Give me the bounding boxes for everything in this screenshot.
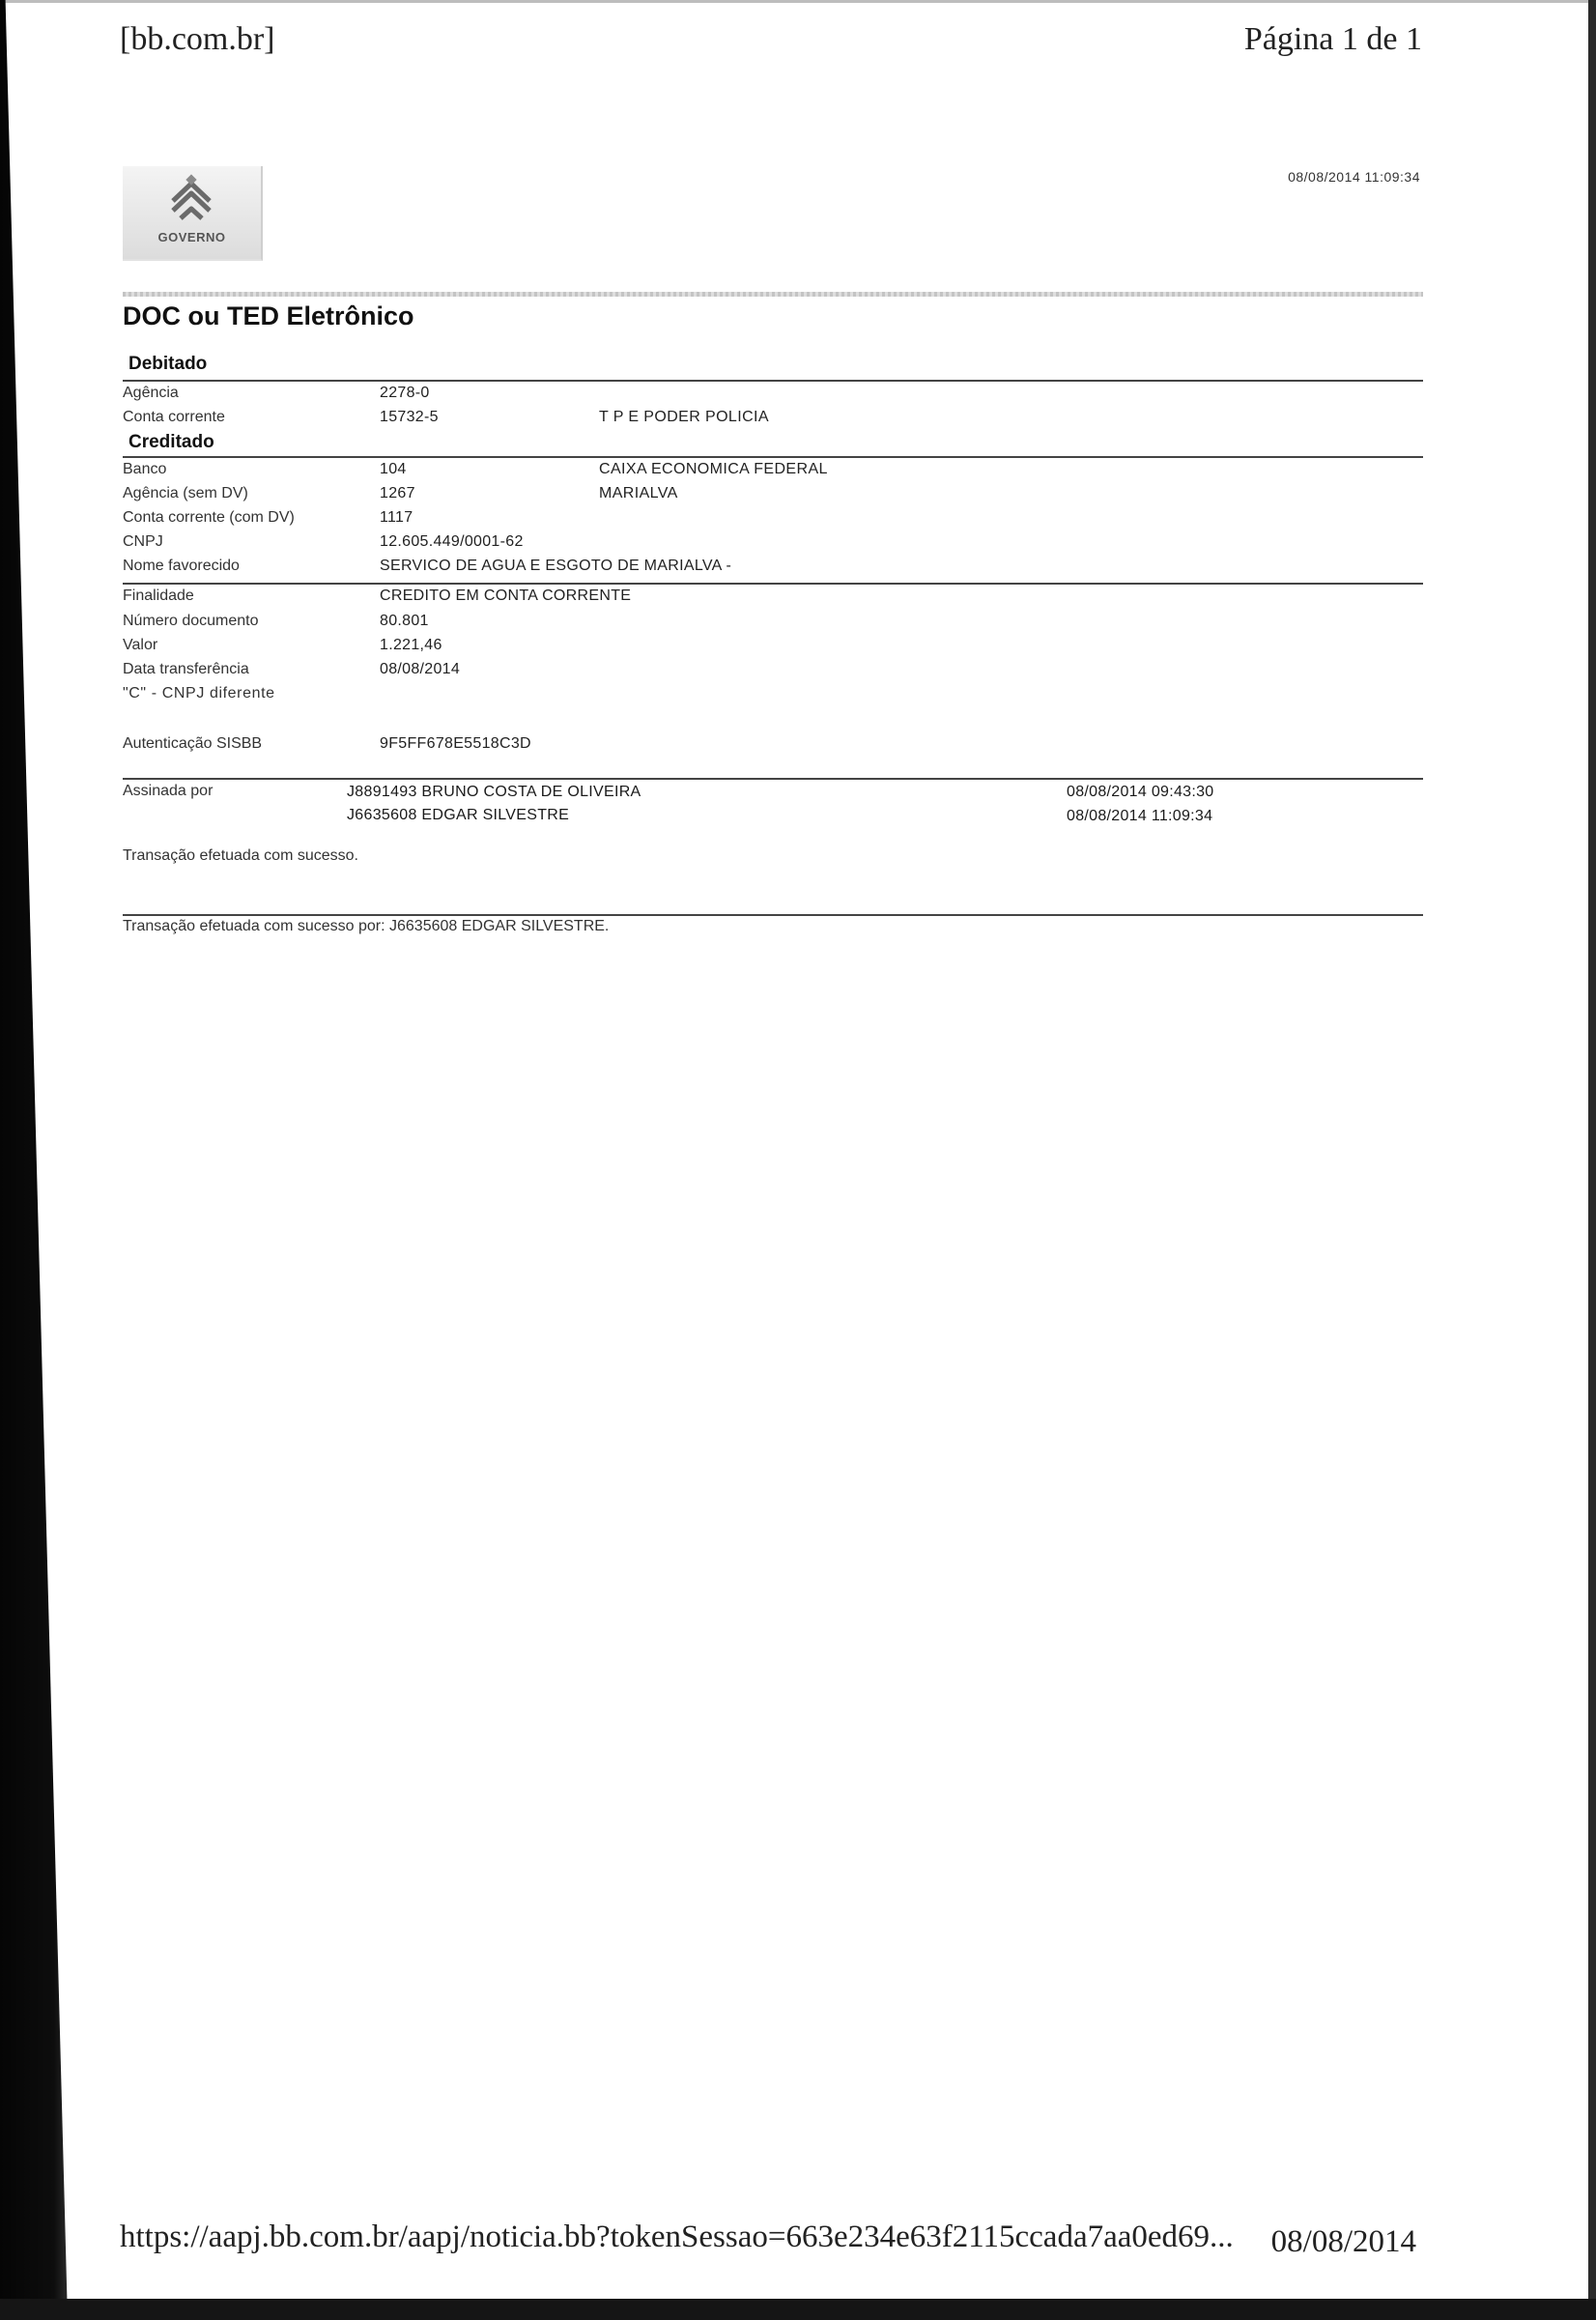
divider-details bbox=[123, 583, 1423, 585]
scan-top-edge bbox=[0, 0, 1596, 3]
report-timestamp: 08/08/2014 11:09:34 bbox=[1288, 169, 1420, 185]
label-valor: Valor bbox=[123, 637, 158, 653]
value-agencia-credito-name: MARIALVA bbox=[599, 485, 678, 501]
label-numero-documento: Número documento bbox=[123, 613, 259, 629]
print-header-page: Página 1 de 1 bbox=[1243, 21, 1422, 57]
banco-do-brasil-logo-icon bbox=[167, 172, 215, 226]
scan-left-edge bbox=[0, 0, 68, 2320]
logo-text: GOVERNO bbox=[157, 230, 226, 244]
value-data-transferencia: 08/08/2014 bbox=[380, 661, 461, 677]
signature-time-1: 08/08/2014 09:43:30 bbox=[1067, 784, 1214, 800]
page-title: DOC ou TED Eletrônico bbox=[123, 301, 414, 330]
scan-bottom-edge bbox=[0, 2299, 1596, 2320]
value-favorecido: SERVICO DE AGUA E ESGOTO DE MARIALVA - bbox=[380, 558, 732, 574]
label-finalidade: Finalidade bbox=[123, 587, 194, 604]
divider-signatures bbox=[123, 778, 1423, 780]
value-conta-debito-name: T P E PODER POLICIA bbox=[599, 409, 769, 425]
divider-creditado bbox=[123, 456, 1423, 458]
divider-footer bbox=[123, 914, 1423, 916]
label-agencia-debito: Agência bbox=[123, 385, 179, 401]
note-cnpj-diferente: "C" - CNPJ diferente bbox=[123, 685, 275, 702]
value-conta-credito: 1117 bbox=[380, 509, 413, 526]
signature-name-2: J6635608 EDGAR SILVESTRE bbox=[347, 807, 570, 823]
value-agencia-debito: 2278-0 bbox=[380, 385, 430, 401]
label-banco: Banco bbox=[123, 461, 167, 477]
label-agencia-credito: Agência (sem DV) bbox=[123, 485, 248, 501]
signature-name-1: J8891493 BRUNO COSTA DE OLIVEIRA bbox=[347, 784, 641, 800]
label-assinada-por: Assinada por bbox=[123, 783, 214, 799]
section-creditado: Creditado bbox=[128, 432, 214, 452]
header-divider bbox=[123, 292, 1423, 297]
label-favorecido: Nome favorecido bbox=[123, 558, 240, 574]
value-cnpj: 12.605.449/0001-62 bbox=[380, 533, 524, 550]
section-debitado: Debitado bbox=[128, 354, 208, 374]
label-autenticacao: Autenticação SISBB bbox=[123, 735, 263, 752]
value-conta-debito: 15732-5 bbox=[380, 409, 439, 425]
value-agencia-credito: 1267 bbox=[380, 485, 415, 501]
divider-debitado bbox=[123, 380, 1423, 382]
value-valor: 1.221,46 bbox=[380, 637, 442, 653]
print-footer-date: 08/08/2014 bbox=[1270, 2224, 1416, 2259]
signature-time-2: 08/08/2014 11:09:34 bbox=[1067, 808, 1213, 824]
bank-logo bbox=[123, 166, 263, 261]
scan-right-edge bbox=[1588, 0, 1596, 2320]
print-footer-url: https://aapj.bb.com.br/aapj/noticia.bb?tokenSessao=663e234e63f2115ccada7aa0ed69... bbox=[120, 2220, 1234, 2254]
label-cnpj: CNPJ bbox=[123, 533, 163, 550]
print-header-site: [bb.com.br] bbox=[120, 21, 275, 57]
label-conta-debito: Conta corrente bbox=[123, 409, 225, 425]
status-success-by: Transação efetuada com sucesso por: J6635608 EDGAR SILVESTRE. bbox=[123, 918, 610, 934]
value-numero-documento: 80.801 bbox=[380, 613, 429, 629]
status-success: Transação efetuada com sucesso. bbox=[123, 847, 358, 864]
label-data-transferencia: Data transferência bbox=[123, 661, 249, 677]
label-conta-credito: Conta corrente (com DV) bbox=[123, 509, 295, 526]
value-finalidade: CREDITO EM CONTA CORRENTE bbox=[380, 587, 632, 604]
value-banco-name: CAIXA ECONOMICA FEDERAL bbox=[599, 461, 828, 477]
value-autenticacao: 9F5FF678E5518C3D bbox=[380, 735, 531, 752]
value-banco: 104 bbox=[380, 461, 407, 477]
